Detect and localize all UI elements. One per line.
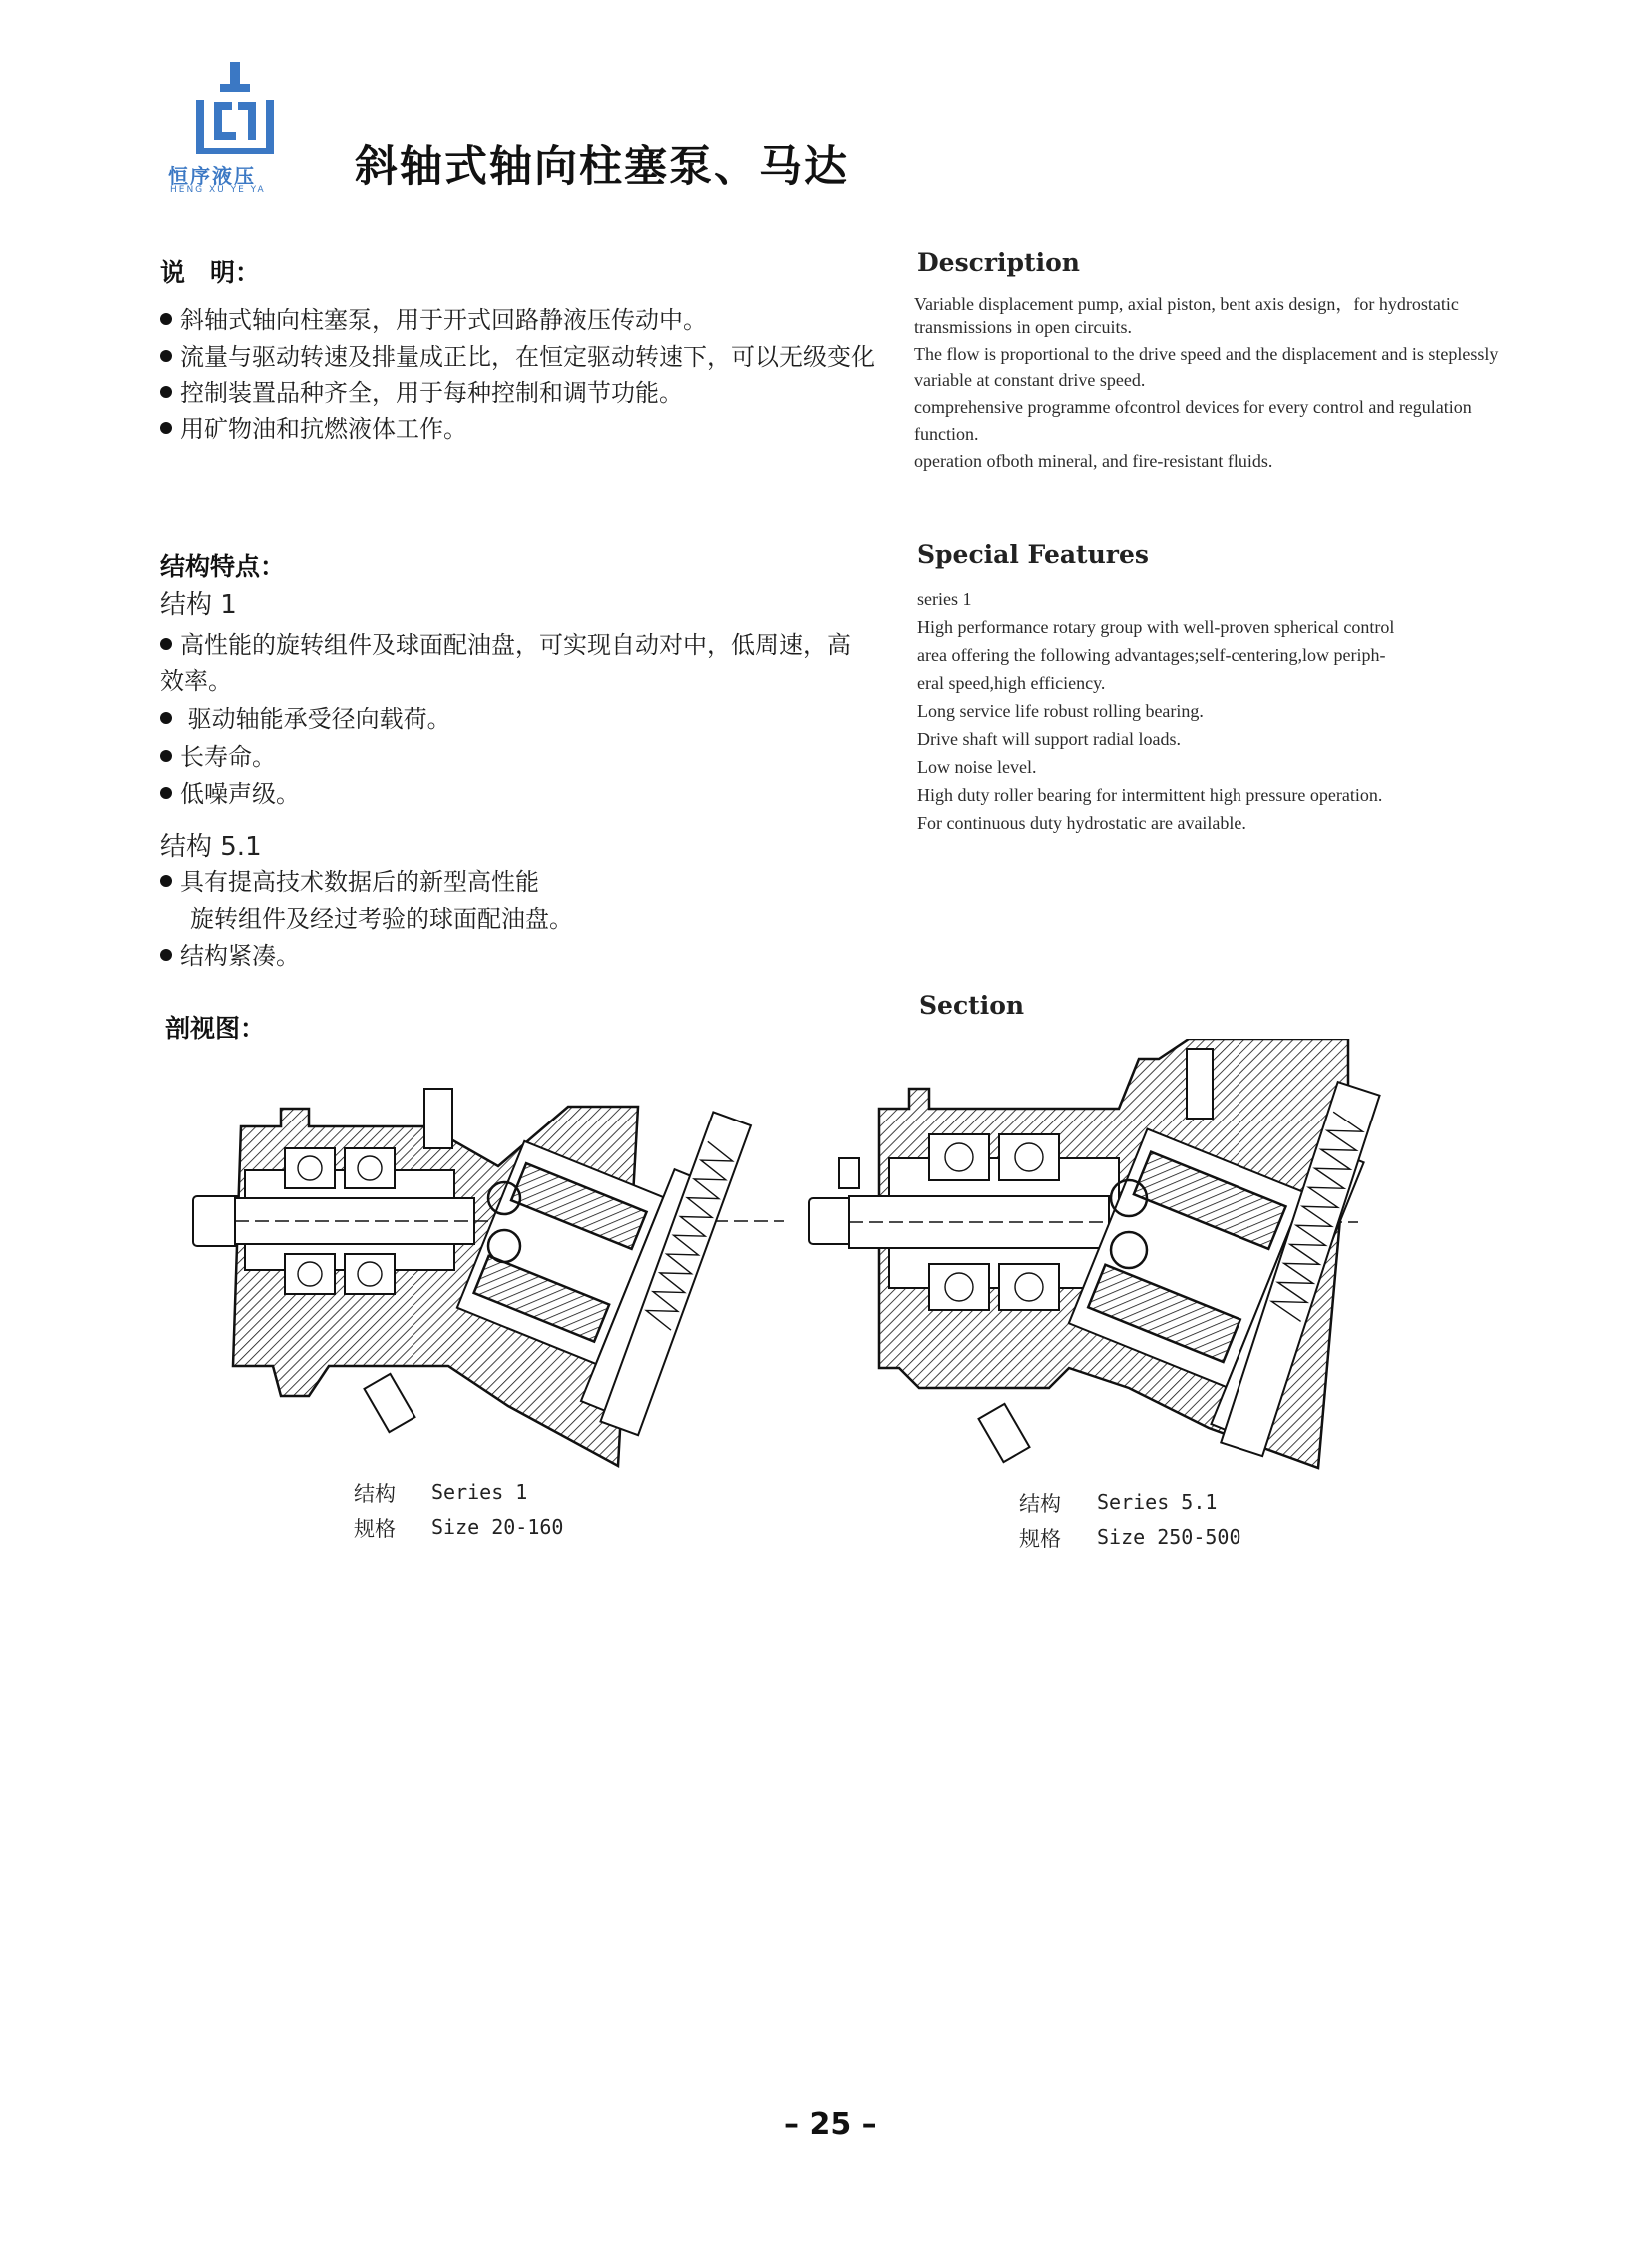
description-item-cn: 用矿物油和抗燃液体工作。 — [160, 409, 467, 444]
feature-line-en: Long service life robust rolling bearing. — [917, 701, 1204, 721]
pump-section-drawing-series-1 — [185, 1079, 799, 1498]
description-line-en: transmissions in open circuits. — [914, 317, 1132, 337]
caption-series-en-right: Series 5.1 — [1097, 1490, 1218, 1514]
description-heading-cn: 说 明： — [160, 258, 261, 287]
section-heading-cn: 剖视图： — [165, 1014, 266, 1043]
feature-item-cn: 长寿命。 — [160, 737, 276, 772]
page-number: – 25 – — [784, 2107, 877, 2142]
caption-series-en-left: Series 1 — [431, 1480, 528, 1504]
feature-item-cn-cont: 旋转组件及经过考验的球面配油盘。 — [190, 905, 573, 933]
series-1-label: 结构 1 — [160, 590, 237, 620]
description-line-en: The flow is proportional to the drive speed and the displacement and is steplessly — [914, 344, 1499, 364]
feature-line-en: High performance rotary group with well-proven spherical control — [917, 617, 1395, 637]
description-line-en: comprehensive programme ofcontrol devices for every control and regulation — [914, 397, 1472, 417]
logo-text-cn: 恒序液压 — [168, 164, 256, 188]
caption-size-en-right: Size 250-500 — [1097, 1525, 1241, 1549]
pump-section-drawing-series-5-1 — [799, 1039, 1398, 1508]
caption-series-cn-right: 结构 — [1019, 1492, 1061, 1516]
caption-size-en-left: Size 20-160 — [431, 1515, 564, 1539]
caption-size-cn-right: 规格 — [1019, 1527, 1061, 1551]
description-line-en: operation ofboth mineral, and fire-resistant fluids. — [914, 451, 1273, 471]
feature-line-en: Low noise level. — [917, 757, 1037, 777]
feature-line-en: For continuous duty hydrostatic are available. — [917, 813, 1246, 833]
feature-item-cn: 低噪声级。 — [160, 774, 300, 809]
feature-line-en: High duty roller bearing for intermittent high pressure operation. — [917, 785, 1383, 805]
features-heading-en: Special Features — [917, 540, 1149, 569]
feature-line-en: Drive shaft will support radial loads. — [917, 729, 1181, 749]
features-heading-cn: 结构特点： — [160, 552, 286, 581]
description-item-cn: 控制装置品种齐全，用于每种控制和调节功能。 — [160, 374, 683, 408]
description-item-cn: 流量与驱动转速及排量成正比，在恒定驱动转速下，可以无级变化 — [160, 337, 875, 372]
document-title: 斜轴式轴向柱塞泵、马达 — [355, 142, 849, 192]
feature-item-cn: 结构紧凑。 — [160, 936, 300, 971]
logo-text-en: HENG XU YE YA — [170, 185, 266, 195]
feature-item-cn: 驱动轴能承受径向载荷。 — [160, 699, 451, 734]
description-heading-en: Description — [917, 248, 1080, 277]
feature-line-en: eral speed,high efficiency. — [917, 673, 1106, 693]
section-heading-en: Section — [919, 991, 1025, 1020]
caption-series-cn-left: 结构 — [354, 1482, 396, 1506]
description-item-cn: 斜轴式轴向柱塞泵，用于开式回路静液压传动中。 — [160, 300, 707, 335]
feature-line-en: area offering the following advantages;self-centering,low periph- — [917, 645, 1386, 665]
feature-item-cn: 高性能的旋转组件及球面配油盘，可实现自动对中，低周速，高 — [160, 625, 851, 660]
description-line-en: variable at constant drive speed. — [914, 371, 1146, 390]
caption-size-cn-left: 规格 — [354, 1517, 396, 1541]
feature-item-cn: 具有提高技术数据后的新型高性能 — [160, 862, 539, 897]
feature-line-en: series 1 — [917, 589, 972, 609]
description-line-en: function. — [914, 424, 979, 444]
series-5-1-label: 结构 5.1 — [160, 832, 262, 862]
description-line-en: Variable displacement pump, axial piston, bent axis design，for hydrostatic — [914, 294, 1459, 314]
feature-item-cn-cont: 效率。 — [160, 667, 232, 695]
